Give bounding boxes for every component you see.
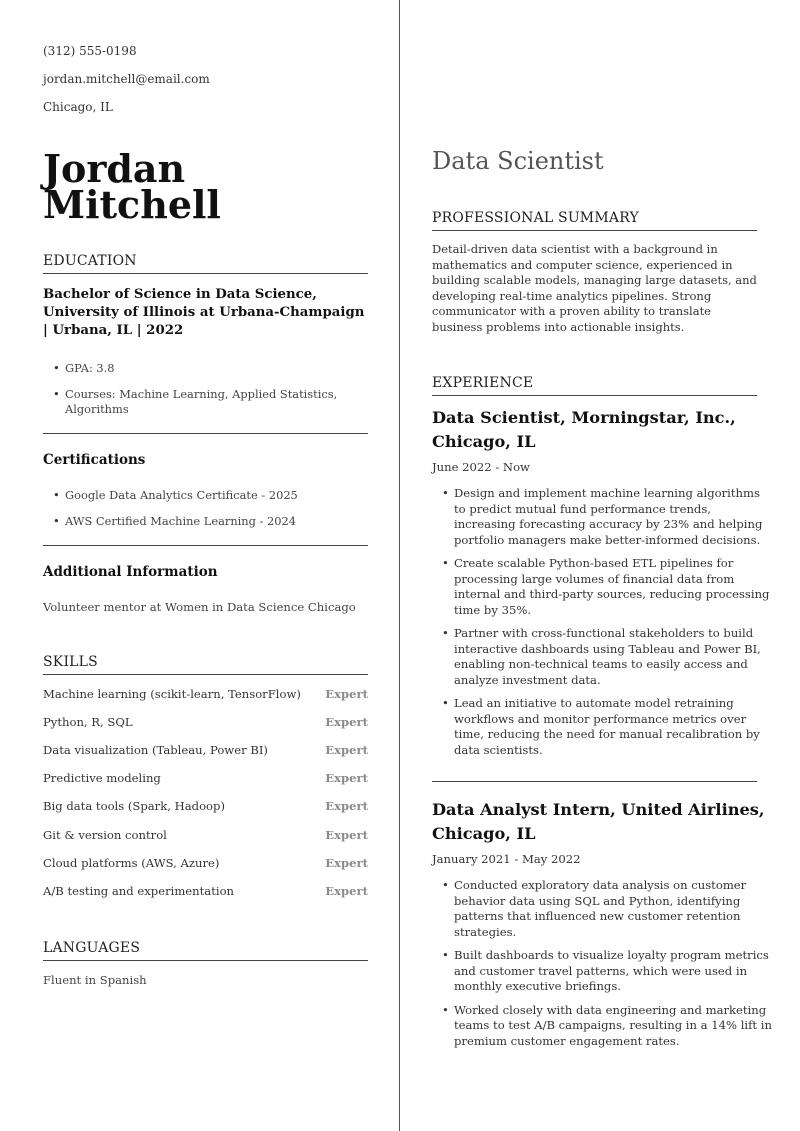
job-heading: Data Analyst Intern, United Airlines, Chicago, IL [432, 800, 765, 843]
job-dates: January 2021 - May 2022 [432, 852, 581, 866]
list-item: • Partner with cross-functional stakeholders to build interactive dashboards using Tableau and Power BI, enabling non-technical teams to easily access and analyze investment data. [432, 626, 772, 688]
skill-name: Cloud platforms (AWS, Azure) [43, 856, 220, 870]
section-divider [43, 433, 368, 434]
section-divider [43, 545, 368, 546]
skill-level: Expert [325, 828, 368, 842]
skill-row [43, 799, 368, 814]
skill-level: Expert [325, 771, 368, 785]
certifications-list [43, 488, 373, 540]
skills-heading: SKILLS [43, 654, 368, 675]
skill-level: Expert [325, 884, 368, 898]
contact-location: Chicago, IL [43, 100, 113, 114]
skill-row [43, 771, 368, 786]
degree-title: Bachelor of Science in Data Science, University of Illinois at Urbana-Champaign | Urbana, IL | 2022 [43, 287, 365, 338]
skill-row [43, 687, 368, 702]
skill-name: Predictive modeling [43, 771, 161, 785]
skill-row [43, 856, 368, 871]
skill-row [43, 715, 368, 730]
job-heading: Data Scientist, Morningstar, Inc., Chicago, IL [432, 408, 736, 451]
candidate-name [43, 146, 221, 227]
education-heading: EDUCATION [43, 253, 368, 274]
list-item: • Lead an initiative to automate model retraining workflows and monitor performance metrics over time, reducing the need for manual recalibration by data scientists. [432, 696, 772, 758]
skill-row [43, 884, 368, 899]
summary-heading: PROFESSIONAL SUMMARY [432, 210, 757, 231]
section-divider [432, 781, 757, 782]
skill-row [43, 743, 368, 758]
list-item: • GPA: 3.8 [43, 361, 373, 376]
skill-name: Data visualization (Tableau, Power BI) [43, 743, 268, 757]
contact-email: jordan.mitchell@email.com [43, 72, 210, 86]
list-item: • Design and implement machine learning algorithms to predict mutual fund performance trends, increasing forecasting accuracy by 23% and helping portfolio managers make better-informed decisions. [432, 486, 772, 548]
skill-level: Expert [325, 743, 368, 757]
skill-level: Expert [325, 715, 368, 729]
contact-phone: (312) 555-0198 [43, 44, 137, 58]
skill-name: A/B testing and experimentation [43, 884, 235, 898]
skill-level: Expert [325, 856, 368, 870]
skill-row [43, 828, 368, 843]
summary-text: Detail-driven data scientist with a background in mathematics and computer science, experienced in building scalable models, managing large datasets, and developing real-time analytics pipelines. Strong communicator with a proven ability to translate business problems into actionable insights. [432, 242, 757, 334]
additional-info-heading: Additional Information [43, 564, 218, 580]
certifications-heading: Certifications [43, 452, 146, 468]
additional-info-text: Volunteer mentor at Women in Data Science Chicago [43, 600, 356, 614]
job-bullets [432, 878, 772, 1057]
skill-level: Expert [325, 799, 368, 813]
list-item: • Built dashboards to visualize loyalty program metrics and customer travel patterns, which were used in monthly executive briefings. [432, 948, 772, 995]
languages-heading: LANGUAGES [43, 940, 368, 961]
job-title: Data Scientist [432, 147, 604, 175]
list-item: • Worked closely with data engineering and marketing teams to test A/B campaigns, resulting in a 14% lift in premium customer engagement rates. [432, 1003, 772, 1050]
list-item: • Create scalable Python-based ETL pipelines for processing large volumes of financial data from internal and third-party sources, reducing processing time by 35%. [432, 556, 772, 618]
education-details [43, 361, 373, 428]
languages-text: Fluent in Spanish [43, 973, 147, 987]
skill-name: Git & version control [43, 828, 167, 842]
list-item: • Conducted exploratory data analysis on customer behavior data using SQL and Python, identifying patterns that influenced new customer retention strategies. [432, 878, 772, 940]
skill-level: Expert [325, 687, 368, 701]
experience-heading: EXPERIENCE [432, 375, 757, 396]
skill-name: Python, R, SQL [43, 715, 133, 729]
job-bullets [432, 486, 772, 766]
first-name: Jordan [43, 146, 186, 191]
list-item: • AWS Certified Machine Learning - 2024 [43, 514, 373, 529]
skill-name: Machine learning (scikit-learn, TensorFlow) [43, 687, 301, 701]
list-item: • Google Data Analytics Certificate - 2025 [43, 488, 373, 503]
last-name: Mitchell [43, 182, 221, 227]
list-item: • Courses: Machine Learning, Applied Statistics, Algorithms [43, 387, 373, 417]
column-divider [399, 0, 400, 1131]
job-dates: June 2022 - Now [432, 460, 530, 474]
skill-name: Big data tools (Spark, Hadoop) [43, 799, 225, 813]
